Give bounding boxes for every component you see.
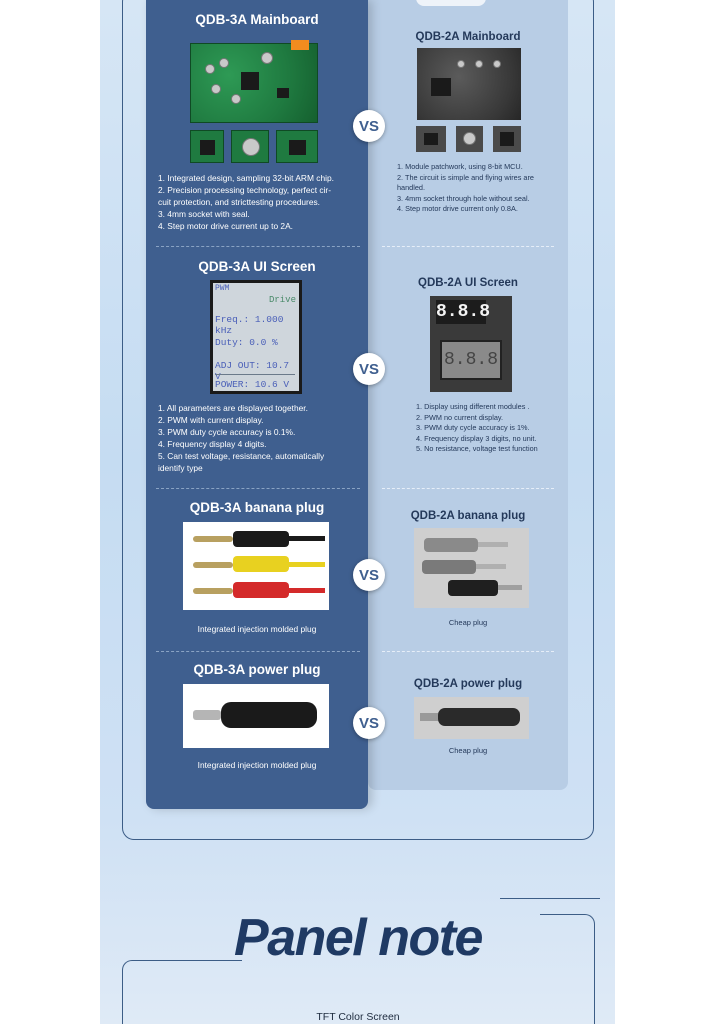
section-divider (382, 651, 554, 652)
chip-thumbnail (190, 130, 224, 163)
qdb-2a-banana-plug-image (414, 528, 529, 608)
section-divider (156, 651, 360, 652)
qdb-2a-led-display-image: 8.8.8 8.8.8 (430, 296, 512, 392)
comparison-page (100, 0, 615, 1024)
qdb-3a-banana-plug-note: Integrated injection molded plug (197, 624, 317, 634)
socket-thumbnail (276, 130, 318, 163)
vs-badge: VS (353, 110, 385, 142)
section-divider (382, 246, 554, 247)
qdb-3a-power-plug-image (183, 684, 329, 748)
buzzer-thumbnail-2a (456, 126, 483, 152)
qdb-3a-mainboard-image (190, 43, 318, 123)
section-title-2a-banana-plug: QDB-2A banana plug (410, 510, 526, 522)
qdb-3a-power-plug-note: Integrated injection molded plug (197, 760, 317, 770)
panel-note-subtitle: TFT Color Screen (316, 1011, 400, 1023)
qdb-2a-mainboard-description: 1. Module patchwork, using 8-bit MCU. 2. The circuit is simple and flying wires are handled. 3. 4mm socket through hole without seal. 4. Step motor drive current only 0.8A. (397, 162, 534, 213)
vs-badge: VS (353, 353, 385, 385)
section-title-3a-mainboard: QDB-3A Mainboard (195, 12, 319, 27)
vs-badge: VS (353, 559, 385, 591)
section-divider (382, 488, 554, 489)
panel-note-title: Panel note (234, 909, 482, 967)
qdb-3a-tft-screen-image: PWM Drive Freq.: 1.000 kHz Duty: 0.0 % ADJ OUT: 10.7 V POWER: 10.6 V (210, 280, 302, 394)
section-title-2a-power-plug: QDB-2A power plug (413, 678, 523, 690)
qdb-3a-ui-description: 1. All parameters are displayed together. 2. PWM with current display. 3. PWM duty cycle accuracy is 0.1%. 4. Frequency display 4 digits. 5. Can test voltage, resistance, automatically identify type (158, 403, 325, 473)
chip-thumbnail-2a (493, 126, 521, 152)
qdb-2a-power-plug-note: Cheap plug (448, 746, 488, 755)
section-title-3a-ui-screen: QDB-3A UI Screen (198, 259, 316, 274)
decor-line (500, 898, 600, 899)
qdb-2a-ui-description: 1. Display using different modules . 2. PWM no current display. 3. PWM duty cycle accuracy is 1%. 4. Frequency display 3 digits, no unit. 5. No resistance, voltage test function (416, 402, 538, 453)
section-title-3a-banana-plug: QDB-3A banana plug (189, 500, 325, 515)
qdb-2a-mainboard-image (417, 48, 521, 120)
top-tab (416, 0, 486, 6)
section-divider (156, 488, 360, 489)
module-thumbnail (416, 126, 446, 152)
qdb-3a-mainboard-description: 1. Integrated design, sampling 32-bit ARM chip. 2. Precision processing technology, perfect cir- cuit protection, and stricttesting procedures. 3. 4mm socket with seal. 4. Step motor drive current up to 2A. (158, 173, 334, 231)
qdb-2a-banana-plug-note: Cheap plug (448, 618, 488, 627)
section-title-2a-mainboard: QDB-2A Mainboard (415, 31, 521, 43)
buzzer-thumbnail (231, 130, 269, 163)
section-divider (156, 246, 360, 247)
section-title-2a-ui-screen: QDB-2A UI Screen (418, 277, 518, 289)
vs-badge: VS (353, 707, 385, 739)
section-title-3a-power-plug: QDB-3A power plug (193, 662, 321, 677)
qdb-3a-banana-plug-image (183, 522, 329, 610)
qdb-2a-power-plug-image (414, 697, 529, 739)
